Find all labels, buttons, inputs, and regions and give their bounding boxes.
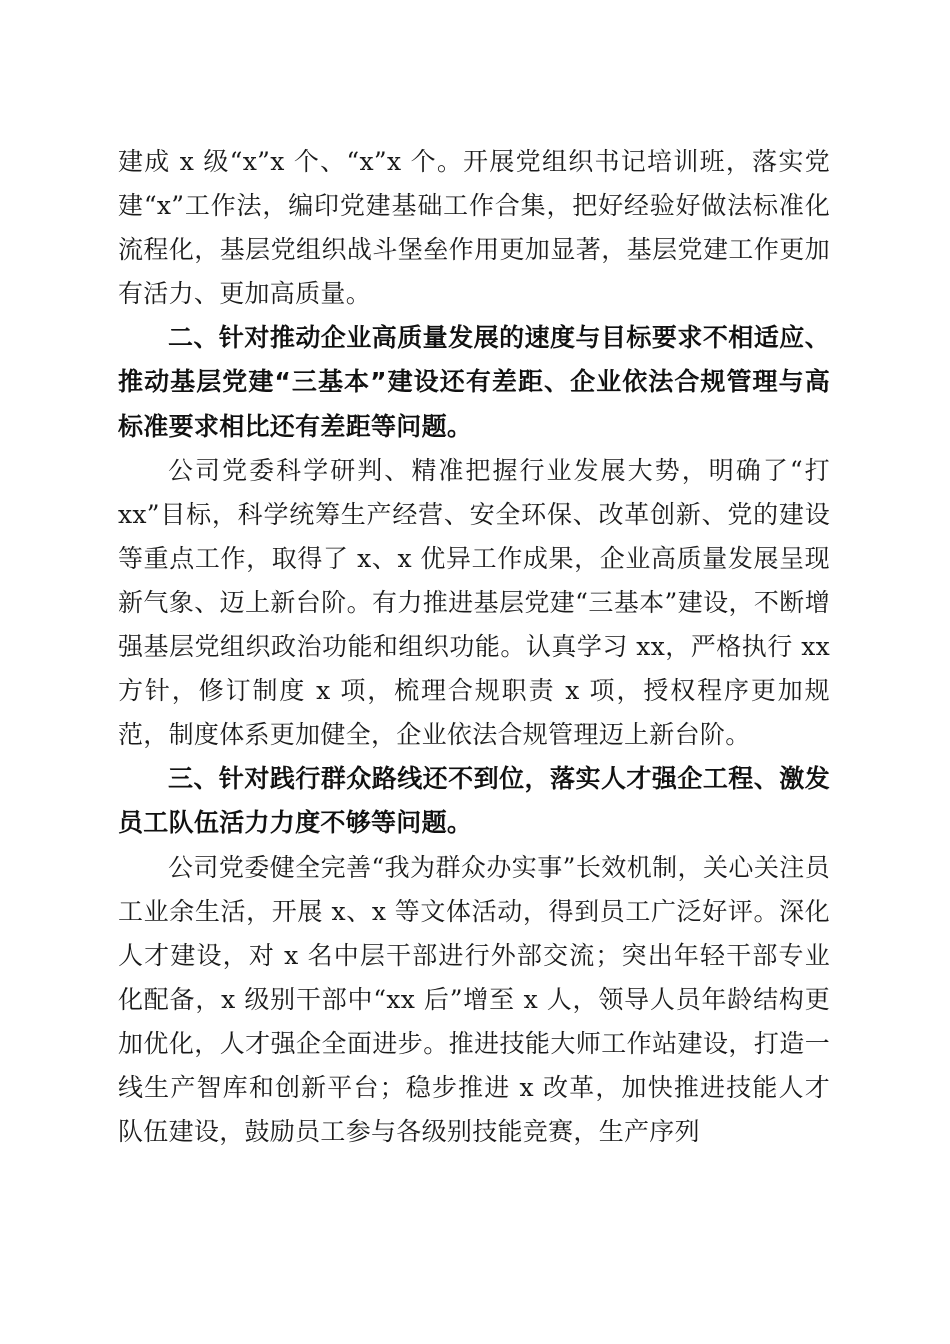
- body-paragraph-2: 公司党委科学研判、精准把握行业发展大势，明确了“打xx”目标，科学统筹生产经营、安全环保、改革创新、党的建设等重点工作，取得了 x、x 优异工作成果，企业高质量发展呈现新气象、迈上新台阶。有力推进基层党建“三基本”建设，不断增强基层党组织政治功能和组织功能。认真学习 xx，严格执行 xx 方针，修订制度 x 项，梳理合规职责 x 项，授权程序更加规范，制度体系更加健全，企业依法合规管理迈上新台阶。: [118, 455, 830, 750]
- body-paragraph-3: 公司党委健全完善“我为群众办实事”长效机制，关心关注员工业余生活，开展 x、x 等文体活动，得到员工广泛好评。深化人才建设，对 x 名中层干部进行外部交流；突出年轻干部专业化配备，x 级别干部中“xx 后”增至 x 人，领导人员年龄结构更加优化，人才强企全面进步。推进技能大师工作站建设，打造一线生产智库和创新平台；稳步推进 x 改革，加快推进技能人才队伍建设，鼓励员工参与各级别技能竞赛，生产序列: [118, 852, 830, 1147]
- document-page: [118, 140, 830, 1154]
- section-heading-3: 三、针对践行群众路线还不到位，落实人才强企工程、激发员工队伍活力力度不够等问题。: [118, 764, 830, 838]
- section-heading-2: 二、针对推动企业高质量发展的速度与目标要求不相适应、推动基层党建“三基本”建设还有差距、企业依法合规管理与高标准要求相比还有差距等问题。: [118, 323, 830, 441]
- body-paragraph-1: 建成 x 级“x”x 个、“x”x 个。开展党组织书记培训班，落实党建“x”工作法，编印党建基础工作合集，把好经验好做法标准化流程化，基层党组织战斗堡垒作用更加显著，基层党建工作更加有活力、更加高质量。: [118, 147, 830, 309]
